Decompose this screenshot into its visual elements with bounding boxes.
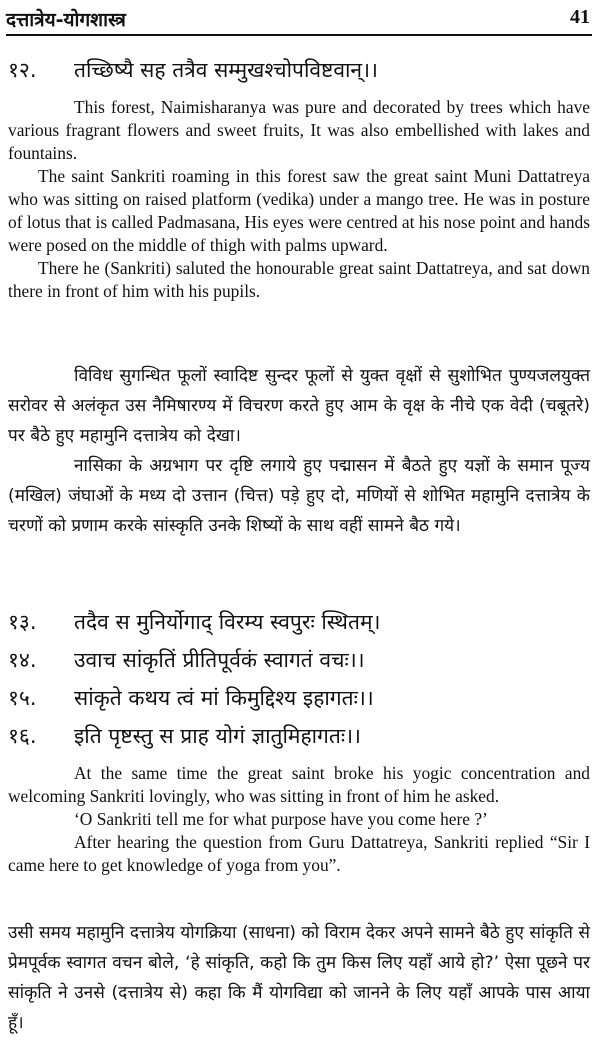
translation-hi-2 [8, 918, 590, 1038]
page-number: 41 [570, 6, 590, 28]
verse-number: १२. [8, 58, 37, 82]
verse-number: १६. [8, 724, 37, 748]
translation-en-1 [8, 96, 590, 303]
verse-text: उवाच सांकृतिं प्रीतिपूर्वकं स्वागतं वचः।। [74, 648, 365, 672]
header-rule [6, 34, 592, 36]
paragraph: ‘O Sankriti tell me for what purpose have you come here ?’ [74, 809, 488, 829]
paragraph: The saint Sankriti roaming in this forest saw the great saint Muni Dattatreya who was sitting on raised platform (vedika) under a mango tree. He was in posture of lotus that is called Padmasana, His eyes were centred at his nose point and hands were posed on the middle of thigh with palms upward. [8, 166, 590, 255]
verse-text: तदैव स मुनिर्योगाद् विरम्य स्वपुरः स्थितम्। [74, 610, 381, 634]
verse-13 [8, 608, 592, 636]
paragraph: नासिका के अग्रभाग पर दृष्टि लगाये हुए पद्मासन में बैठते हुए यज्ञों के समान पूज्य (मखिल) जंघाओं के मध्य दो उत्तान (चित्त) पड़े हुए दो, मणियों से शोभित महामुनि दत्तात्रेय के चरणों को प्रणाम करके सांस्कृति उनके शिष्यों के साथ वहीं सामने बैठ गये। [8, 456, 590, 536]
verse-12 [8, 56, 592, 84]
translation-en-2 [8, 762, 590, 877]
running-title: दत्तात्रेय-योगशास्त्र [6, 9, 126, 31]
paragraph: विविध सुगन्धित फूलों स्वादिष्ट सुन्दर फूलों से युक्त वृक्षों से सुशोभित पुण्यजलयुक्त सरोवर से अलंकृत उस नैमिषारण्य में विचरण करते हुए आम के वृक्ष के नीचे एक वेदी (चबूतरे) पर बैठे हुए महामुनि दत्तात्रेय को देखा। [8, 366, 590, 446]
verse-16 [8, 722, 592, 750]
verse-15 [8, 684, 592, 712]
verse-text: तच्छिष्यै सह तत्रैव सम्मुखश्चोपविष्टवान्।। [74, 58, 379, 82]
paragraph: At the same time the great saint broke his yogic concentration and welcoming Sankriti lovingly, who was sitting in front of him he asked. [8, 763, 590, 806]
verse-text: इति पृष्टस्तु स प्राह योगं ज्ञातुमिहागतः।। [74, 724, 362, 748]
running-header [6, 4, 592, 34]
translation-hi-1 [8, 361, 590, 541]
paragraph: This forest, Naimisharanya was pure and decorated by trees which have various fragrant flowers and sweet fruits, It was also embellished with lakes and fountains. [8, 97, 590, 163]
verse-text: सांकृते कथय त्वं मां किमुद्दिश्य इहागतः।। [74, 686, 374, 710]
paragraph: उसी समय महामुनि दत्तात्रेय योगक्रिया (साधना) को विराम देकर अपने सामने बैठे हुए सांकृति से प्रेमपूर्वक स्वागत वचन बोले, ‘हे सांकृति, कहो कि तुम किस लिए यहाँ आये हो?’ ऐसा पूछने पर सांकृति ने उनसे (दत्तात्रेय से) कहा कि मैं योगविद्या को जानने के लिए यहाँ आपके पास आया हूँ। [8, 923, 590, 1033]
paragraph: There he (Sankriti) saluted the honourable great saint Dattatreya, and sat down there in front of him with his pupils. [8, 258, 590, 301]
paragraph: After hearing the question from Guru Dattatreya, Sankriti replied “Sir I came here to get knowledge of yoga from you”. [8, 832, 590, 875]
verse-number: १४. [8, 648, 37, 672]
verse-number: १५. [8, 686, 37, 710]
verse-14 [8, 646, 592, 674]
verse-number: १३. [8, 610, 37, 634]
